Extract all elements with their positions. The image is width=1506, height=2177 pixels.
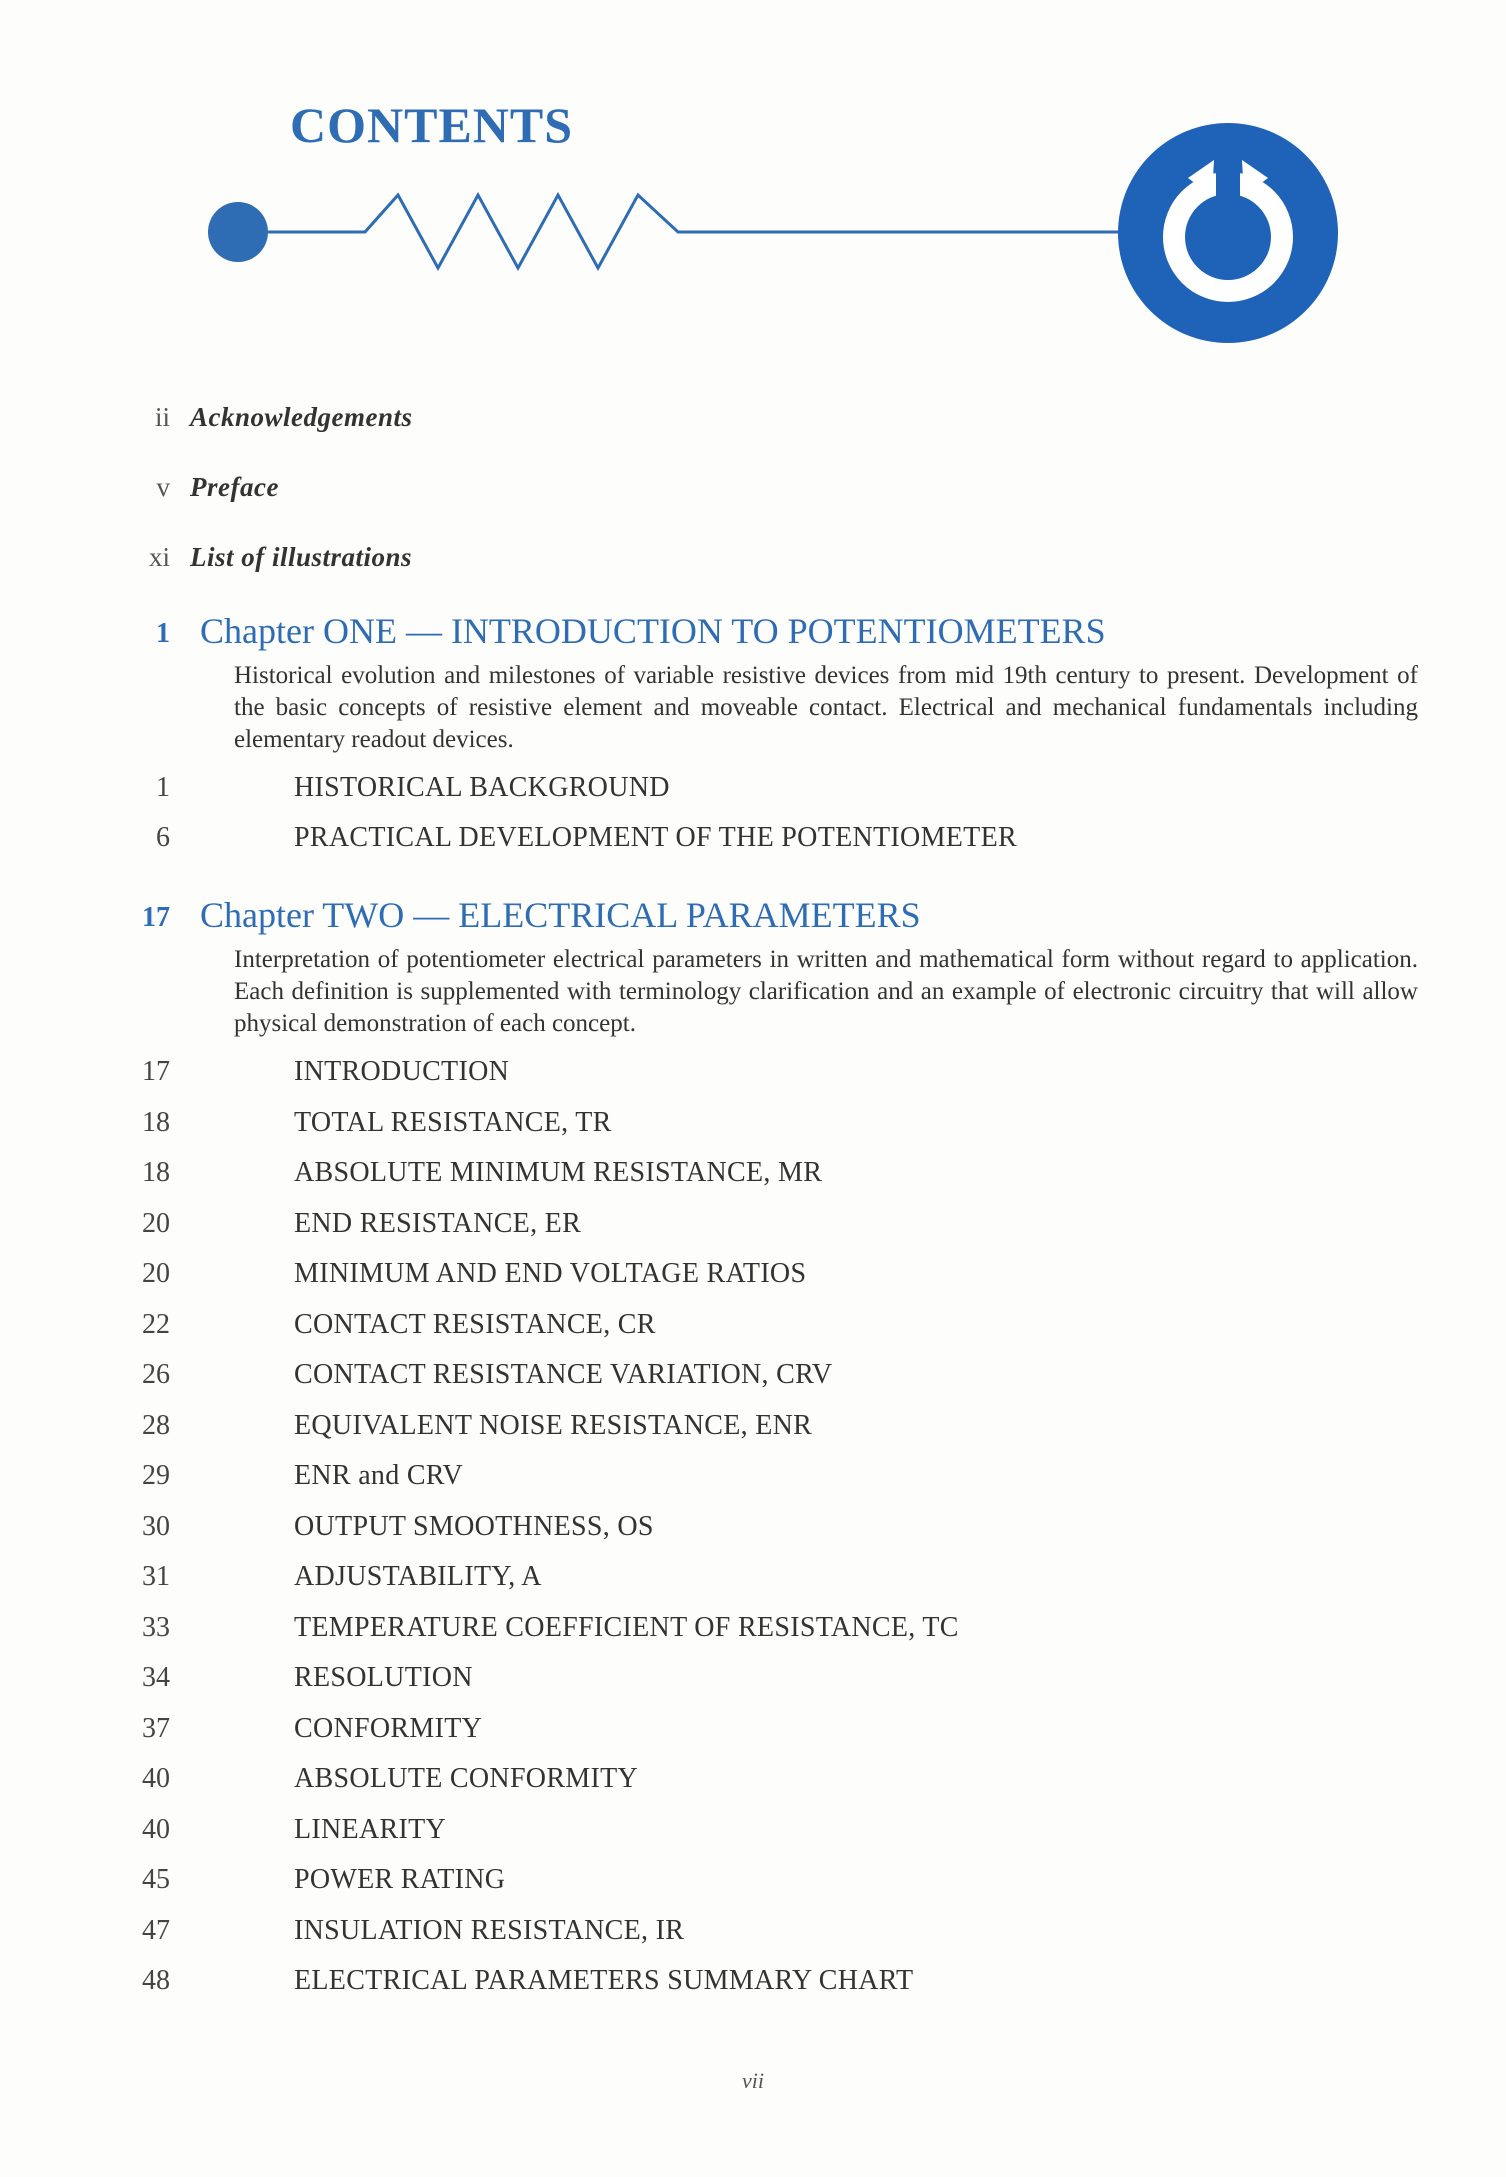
toc-entry[interactable] [0,1662,1506,1702]
page-number: 17 [142,902,170,933]
toc-entry[interactable] [0,1258,1506,1298]
toc-entry[interactable] [0,1157,1506,1197]
chapter-two-description: Interpretation of potentiometer electrical parameters in written and mathematical form without regard to application. Each definition is supplemented with terminology clarification and an example of electronic circuitry that will allow physical demonstration of each concept. [234,946,1418,1037]
toc-entry[interactable] [0,1107,1506,1147]
toc-entry[interactable] [0,1460,1506,1500]
chapter-title: Chapter ONE — INTRODUCTION TO POTENTIOMETERS [200,611,1106,651]
toc-entry[interactable] [0,1713,1506,1753]
toc-entry[interactable] [0,1561,1506,1601]
page-number: 22 [142,1308,170,1340]
page-number: 45 [142,1864,170,1895]
toc-label: ENR and CRV [294,1460,464,1491]
toc-label: POWER RATING [294,1864,506,1895]
page-number: 18 [142,1106,170,1138]
toc-label: ABSOLUTE MINIMUM RESISTANCE, MR [294,1157,823,1188]
page-number: 29 [142,1460,170,1491]
toc-entry[interactable] [0,1208,1506,1248]
toc-label: List of illustrations [190,542,413,572]
toc-entry[interactable] [0,1814,1506,1854]
page-number: 31 [142,1561,170,1592]
page-number: 20 [142,1258,170,1289]
toc-entry[interactable] [0,1864,1506,1904]
page-number: 40 [142,1763,170,1794]
toc-label: LINEARITY [294,1813,446,1845]
page-number: 34 [142,1662,170,1693]
toc-label: TEMPERATURE COEFFICIENT OF RESISTANCE, TC [294,1611,959,1643]
toc-entry[interactable] [0,772,1506,812]
toc-entry[interactable] [0,1410,1506,1450]
toc-label: ELECTRICAL PARAMETERS SUMMARY CHART [294,1965,914,1996]
page-number: v [156,472,170,502]
toc-label: INTRODUCTION [294,1056,510,1087]
page-number: 17 [142,1056,170,1087]
toc-label: CONFORMITY [294,1712,483,1744]
toc-label: MINIMUM AND END VOLTAGE RATIOS [294,1258,807,1289]
toc-label: PRACTICAL DEVELOPMENT OF THE POTENTIOMETER [294,822,1017,853]
page-number: 1 [156,618,170,649]
toc-label: RESOLUTION [294,1662,473,1693]
page-number: 6 [156,822,170,853]
page-number: 26 [142,1359,170,1390]
page-number: 33 [142,1611,170,1643]
page-number: xi [148,542,170,572]
toc-entry[interactable] [0,1763,1506,1803]
page-folio: vii [742,2068,764,2093]
toc-entry[interactable] [0,1309,1506,1349]
page-number: 18 [142,1157,170,1188]
toc-label: END RESISTANCE, ER [294,1207,582,1239]
toc-entry[interactable] [0,822,1506,862]
toc-label: TOTAL RESISTANCE, TR [294,1106,612,1138]
toc-label: Acknowledgements [190,402,413,432]
toc-label: ABSOLUTE CONFORMITY [294,1763,639,1794]
toc-entry[interactable] [0,1511,1506,1551]
resistor-line-icon [208,195,1135,268]
page-number: 40 [142,1813,170,1845]
page-number: ii [154,402,170,432]
page-number: 20 [142,1207,170,1239]
page-number: 47 [142,1914,170,1946]
toc-label: HISTORICAL BACKGROUND [294,772,670,803]
page-number: 30 [142,1510,170,1542]
page-title: CONTENTS [290,97,574,153]
toc-label: CONTACT RESISTANCE, CR [294,1308,656,1340]
toc-label: EQUIVALENT NOISE RESISTANCE, ENR [294,1409,813,1441]
toc-entry[interactable] [0,1056,1506,1096]
toc-entry[interactable] [0,1915,1506,1955]
toc-entry[interactable] [0,1612,1506,1652]
toc-entry[interactable] [0,1359,1506,1399]
page-number: 28 [142,1409,170,1441]
toc-label: Preface [190,472,279,502]
chapter-title: Chapter TWO — ELECTRICAL PARAMETERS [200,895,921,935]
toc-label: CONTACT RESISTANCE VARIATION, CRV [294,1359,833,1390]
page-number: 1 [156,772,170,803]
rotary-arrows-icon [1118,123,1338,343]
toc-label: OUTPUT SMOOTHNESS, OS [294,1510,654,1542]
page-number: 48 [142,1965,170,1996]
toc-label: ADJUSTABILITY, A [294,1561,542,1592]
chapter-one-description: Historical evolution and milestones of variable resistive devices from mid 19th century to present. Development of the basic concepts of resistive element and moveable contact. Electrical and mechanical fundamentals including elementary readout devices. [234,662,1418,753]
header-illustration [0,0,1506,360]
toc-label: INSULATION RESISTANCE, IR [294,1914,685,1946]
page-number: 37 [142,1712,170,1744]
toc-entry[interactable] [0,1965,1506,2005]
